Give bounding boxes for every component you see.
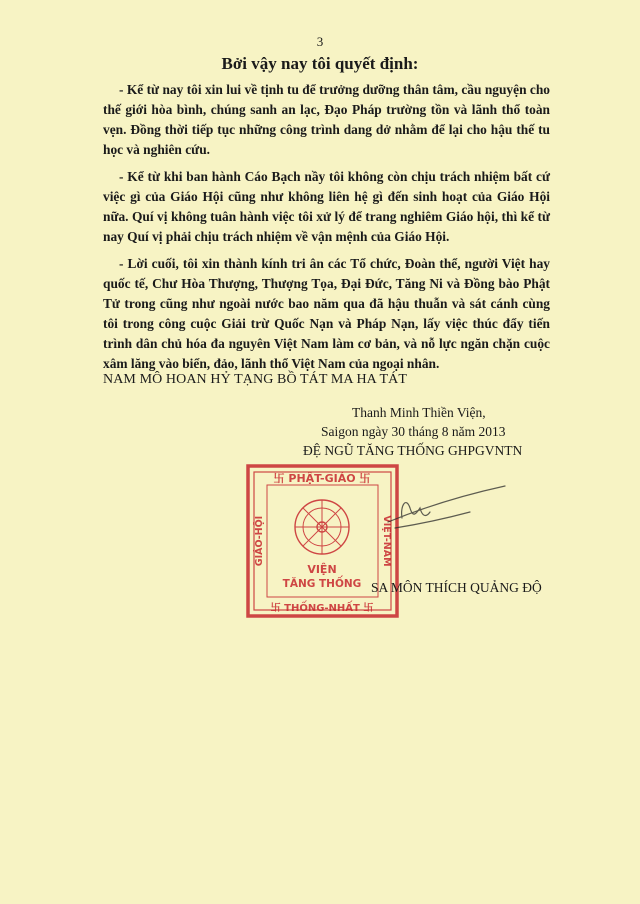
seal-text-bottom: 卐 THỐNG-NHẤT 卐 — [270, 603, 374, 614]
seal-text-right: VIỆT-NAM — [381, 515, 392, 567]
decision-body — [103, 80, 550, 381]
paragraph-retreat: - Kể từ nay tôi xin lui về tịnh tu để trưởng dưỡng thân tâm, cầu nguyện cho thế giới hòa bình, chúng sanh an lạc, Đạo Pháp trường tồn và lãnh thổ toàn vẹn. Đồng thời tiếp tục những công trình dang dở nhằm để lại cho hậu thế tu học và nghiên cứu. — [103, 82, 550, 157]
paragraph-gratitude: - Lời cuối, tôi xin thành kính tri ân các Tổ chức, Đoàn thể, người Việt hay quốc tế, Chư Hòa Thượng, Thượng Tọa, Đại Đức, Tăng Ni và Đồng bào Phật Tử trong cũng như ngoài nước bao năm qua đã hậu thuẫn và sát cánh cùng tôi trong công cuộc Giải trừ Quốc Nạn và Pháp Nạn, lấy việc thúc đẩy tiến trình dân chủ hóa đa nguyên Việt Nam làm cơ bản, và nỗ lực ngăn chặn cuộc xâm lăng vào biển, đảo, lãnh thổ Việt Nam của ngoại nhân. — [103, 256, 550, 371]
signature-block — [300, 403, 560, 460]
signer-name: SA MÔN THÍCH QUẢNG ĐỘ — [371, 580, 542, 595]
place-line: Thanh Minh Thiền Viện, — [352, 405, 486, 420]
page-number: 3 — [316, 34, 324, 49]
title-line: ĐỆ NGŨ TĂNG THỐNG GHPGVNTN — [303, 443, 523, 458]
seal-text-top: 卐 PHẬT-GIÁO 卐 — [273, 472, 371, 485]
seal-text-left: GIÁO-HỘI — [254, 515, 265, 567]
seal-center-line2: TĂNG THỐNG — [282, 578, 362, 590]
date-line: Saigon ngày 30 tháng 8 năm 2013 — [321, 424, 506, 439]
paragraph-responsibility: - Kể từ khi ban hành Cáo Bạch nầy tôi không còn chịu trách nhiệm bất cứ việc gì của Giáo Hội cũng như không liên hệ gì đến sinh hoạt của Giáo Hội nữa. Quí vị không tuân hành việc tôi xử lý để trang nghiêm Giáo hội, thì kể từ nay Quí vị phải chịu trách nhiệm về vận mệnh của Giáo Hội. — [103, 169, 550, 244]
closing-invocation: NAM MÔ HOAN HỶ TẠNG BỒ TÁT MA HA TÁT — [103, 372, 407, 387]
handwritten-signature — [380, 478, 510, 538]
seal-center-line1: VIỆN — [307, 563, 337, 576]
decision-heading: Bởi vậy nay tôi quyết định: — [221, 54, 419, 73]
